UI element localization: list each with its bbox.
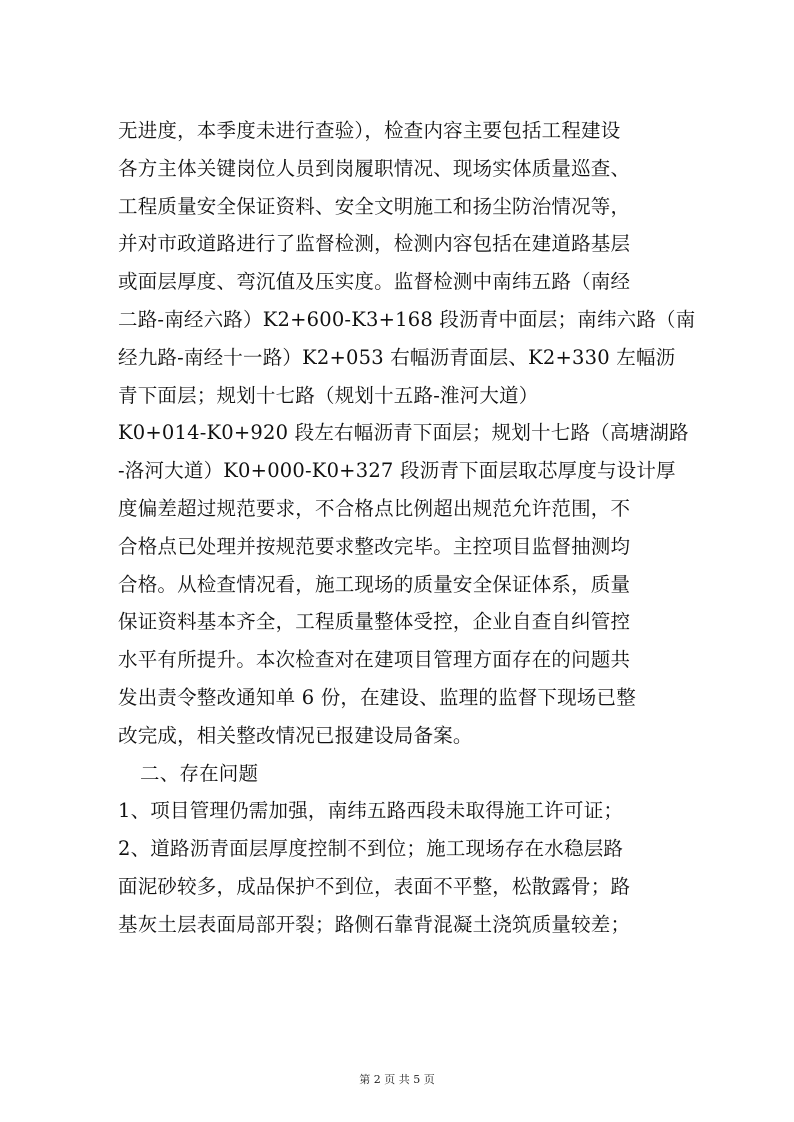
paragraph-line: 保证资料基本齐全，工程质量整体受控，企业自查自纠管控 [118,610,631,634]
paragraph-line: 各方主体关键岗位人员到岗履职情况、现场实体质量巡查、 [118,156,631,180]
issue-line: 2、道路沥青面层厚度控制不到位；施工现场存在水稳层路 [118,837,624,861]
paragraph-line: 二路-南经六路）K2+600-K3+168 段沥青中面层；南纬六路（南 [118,307,696,331]
issue-line: 基灰土层表面局部开裂；路侧石靠背混凝土浇筑质量较差； [118,912,631,936]
paragraph-line: 青下面层；规划十七路（规划十五路-淮河大道） [118,383,539,407]
paragraph-line: 水平有所提升。本次检查对在建项目管理方面存在的问题共 [118,648,631,672]
paragraph-line: 或面层厚度、弯沉值及压实度。监督检测中南纬五路（南经 [118,270,631,294]
page-number-footer: 第 2 页 共 5 页 [359,1073,435,1086]
paragraph-line: 合格点已处理并按规范要求整改完毕。主控项目监督抽测均 [118,534,631,558]
paragraph-line: -洛河大道）K0+000-K0+327 段沥青下面层取芯厚度与设计厚 [118,459,676,483]
paragraph-line: 无进度，本季度未进行查验），检查内容主要包括工程建设 [118,119,621,142]
paragraph-line: 合格。从检查情况看，施工现场的质量安全保证体系，质量 [118,572,631,596]
body-text [118,112,696,944]
paragraph-line: 并对市政道路进行了监督检测，检测内容包括在建道路基层 [118,232,631,256]
paragraph-line: K0+014-K0+920 段左右幅沥青下面层；规划十七路（高塘湖路 [118,421,689,445]
issue-line: 1、项目管理仍需加强，南纬五路西段未取得施工许可证； [118,799,624,823]
paragraph-line: 发出责令整改通知单 6 份，在建设、监理的监督下现场已整 [118,685,636,709]
section-heading: 二、存在问题 [140,761,259,785]
paragraph-line: 度偏差超过规范要求，不合格点比例超出规范允许范围，不 [118,496,631,520]
paragraph-line: 改完成，相关整改情况已报建设局备案。 [118,723,473,747]
paragraph-line: 经九路-南经十一路）K2+053 右幅沥青面层、K2+330 左幅沥 [118,345,676,369]
issue-line: 面泥砂较多，成品保护不到位，表面不平整，松散露骨；路 [118,874,631,898]
paragraph-line: 工程质量安全保证资料、安全文明施工和扬尘防治情况等， [118,194,631,218]
